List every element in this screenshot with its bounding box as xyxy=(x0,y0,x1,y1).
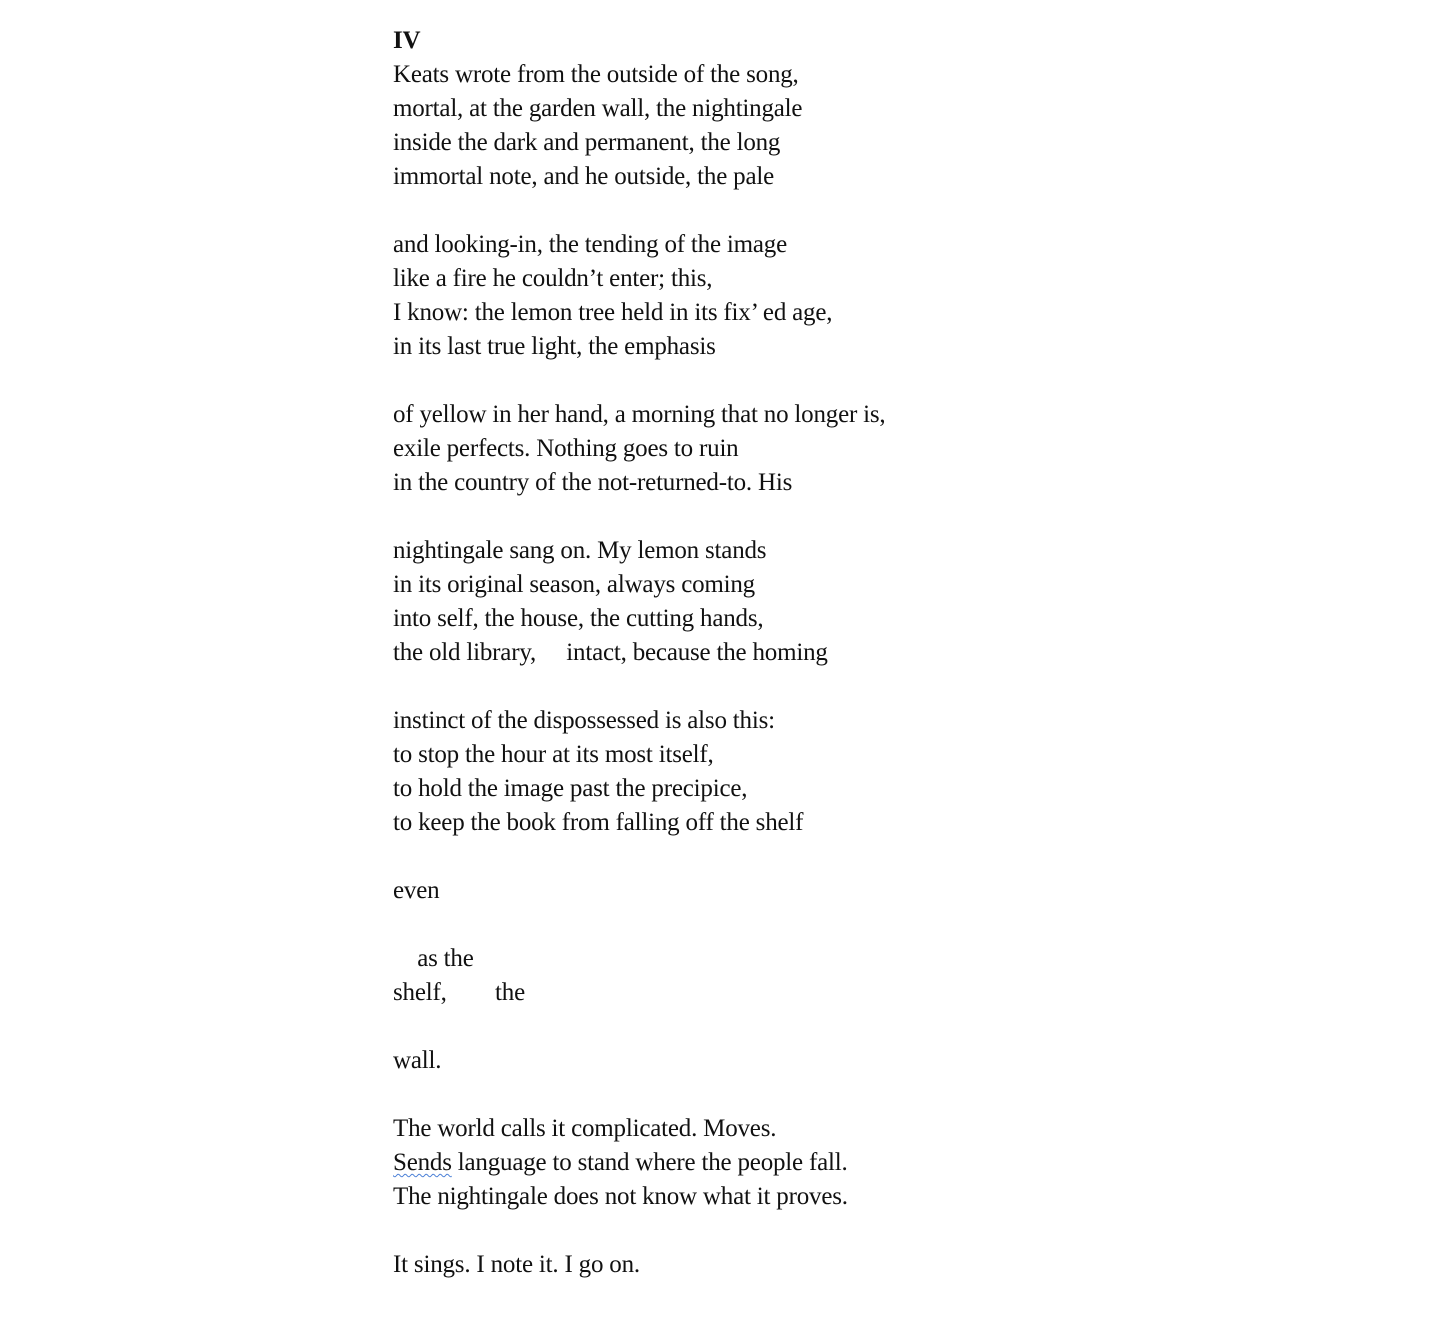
poem-line: into self, the house, the cutting hands, xyxy=(393,605,764,632)
poem-document xyxy=(393,24,1293,1282)
poem-line: Keats wrote from the outside of the song, xyxy=(393,61,799,88)
poem-line: exile perfects. Nothing goes to ruin xyxy=(393,435,739,462)
poem-line: of yellow in her hand, a morning that no longer is, xyxy=(393,401,886,428)
closing-line: It sings. I note it. I go on. xyxy=(393,1251,640,1278)
poem-line: I know: the lemon tree held in its fix’ ed age, xyxy=(393,299,833,326)
stanza-break xyxy=(393,1214,1293,1248)
spellcheck-flagged-word[interactable]: Sends xyxy=(393,1149,452,1176)
poem-line: The world calls it complicated. Moves. xyxy=(393,1115,777,1142)
poem-line: instinct of the dispossessed is also this: xyxy=(393,707,775,734)
stanza-8 xyxy=(393,1044,1293,1078)
stanza-9 xyxy=(393,1112,1293,1214)
poem-line: immortal note, and he outside, the pale xyxy=(393,163,774,190)
stanza-break xyxy=(393,908,1293,942)
stanza-2 xyxy=(393,228,1293,364)
poem-line: mortal, at the garden wall, the nightingale xyxy=(393,95,803,122)
poem-line-rest: language to stand where the people fall. xyxy=(451,1149,848,1176)
poem-line: nightingale sang on. My lemon stands xyxy=(393,537,767,564)
poem-line: wall. xyxy=(393,1047,442,1074)
stanza-break xyxy=(393,1010,1293,1044)
stanza-break xyxy=(393,840,1293,874)
stanza-break xyxy=(393,194,1293,228)
stanza-7 xyxy=(393,942,1293,1010)
poem-line: in the country of the not-returned-to. His xyxy=(393,469,793,496)
poem-line: The nightingale does not know what it proves. xyxy=(393,1183,848,1210)
stanza-break xyxy=(393,670,1293,704)
stanza-1 xyxy=(393,58,1293,194)
poem-line: in its original season, always coming xyxy=(393,571,755,598)
stanza-break xyxy=(393,364,1293,398)
poem-line: the old library, intact, because the homing xyxy=(393,639,828,666)
stanza-3 xyxy=(393,398,1293,500)
poem-line: to keep the book from falling off the shelf xyxy=(393,809,804,836)
stanza-5 xyxy=(393,704,1293,840)
stanza-4 xyxy=(393,534,1293,670)
poem-line: as the xyxy=(393,945,474,972)
poem-line: to stop the hour at its most itself, xyxy=(393,741,714,768)
stanza-6 xyxy=(393,874,1293,908)
poem-line: like a fire he couldn’t enter; this, xyxy=(393,265,713,292)
stanza-break xyxy=(393,1078,1293,1112)
poem-line: in its last true light, the emphasis xyxy=(393,333,716,360)
poem-line: shelf, the xyxy=(393,979,525,1006)
stanza-break xyxy=(393,500,1293,534)
poem-line: to hold the image past the precipice, xyxy=(393,775,748,802)
section-heading: IV xyxy=(393,27,421,54)
poem-line xyxy=(393,1146,1293,1180)
poem-line: and looking-in, the tending of the image xyxy=(393,231,787,258)
poem-line: inside the dark and permanent, the long xyxy=(393,129,781,156)
poem-line: even xyxy=(393,877,440,904)
